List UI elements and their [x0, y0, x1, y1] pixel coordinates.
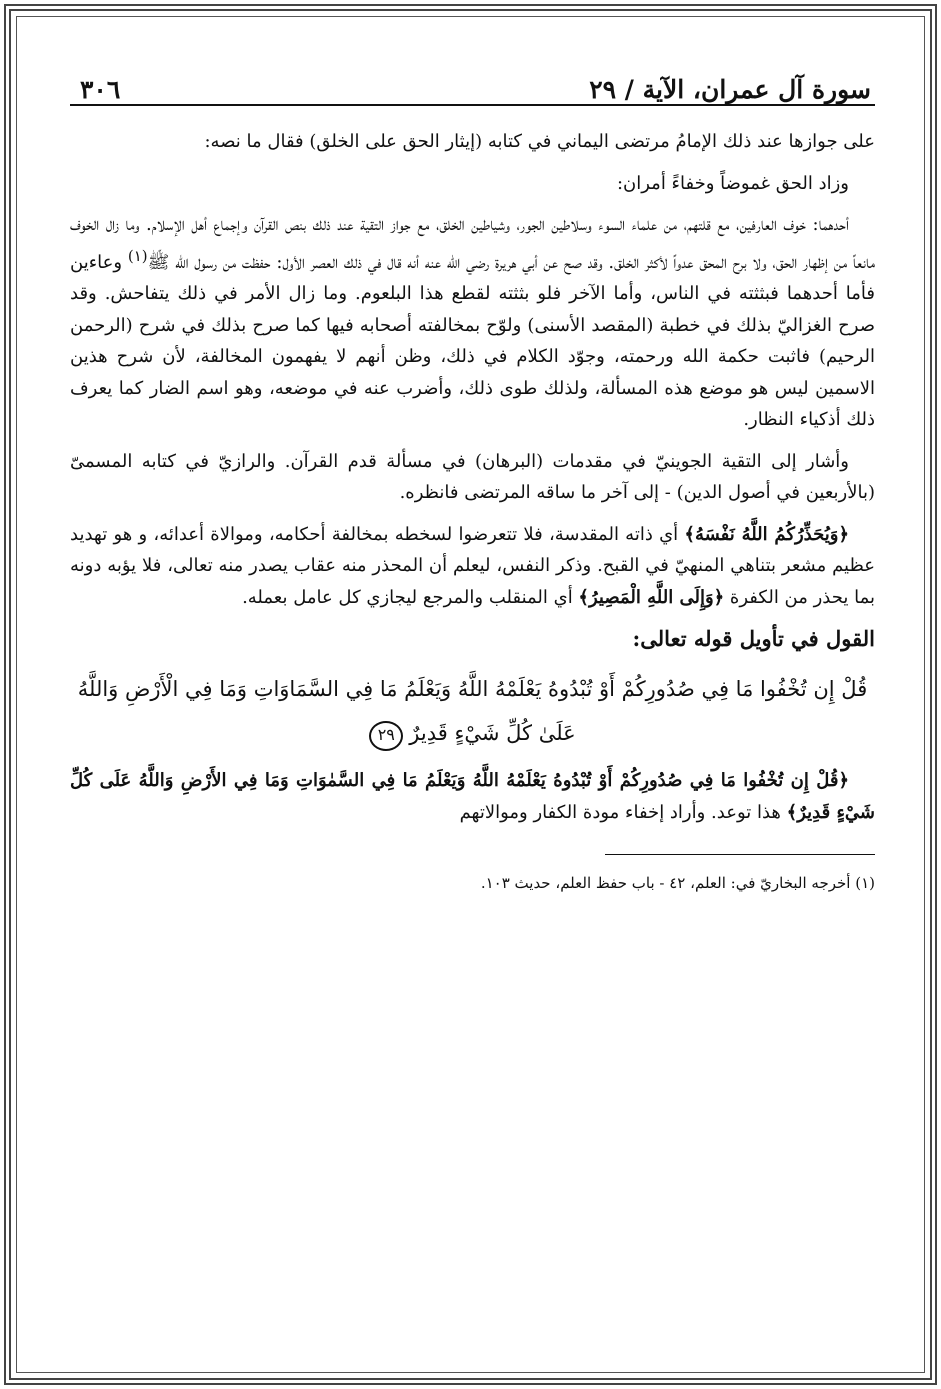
running-header [70, 60, 875, 106]
running-title: سورة آل عمران، الآية / ٢٩ [589, 75, 871, 104]
paragraph-6 [70, 765, 875, 828]
paragraph-2: وزاد الحق غموضاً وخفاءً أمران: [616, 172, 849, 194]
verse-block [70, 667, 875, 755]
main-text [70, 126, 875, 828]
section-heading: القول في تأويل قوله تعالى: [632, 626, 875, 651]
footnote-separator [605, 854, 875, 855]
verse-number-marker: ٢٩ [369, 721, 403, 751]
paragraph-1: على جوازها عند ذلك الإمامُ مرتضى اليماني في كتابه (إيثار الحق على الخلق) فقال ما نصه: [204, 131, 875, 152]
footnote-1: (١) أخرجه البخاريّ في: العلم، ٤٢ - باب حفظ العلم، حديث ١٠٣. [480, 874, 875, 892]
page-number: ٣٠٦ [80, 75, 121, 104]
paragraph-5 [70, 519, 875, 614]
paragraph-3 [70, 209, 875, 436]
paragraph-6-text: هذا توعد. وأراد إخفاء مودة الكفار وموالاتهم [459, 801, 787, 823]
paragraph-5-end: أي المنقلب والمرجع ليجازي كل عامل بعمله. [242, 586, 579, 608]
quran-quote-2: ﴿وَإِلَى اللَّهِ الْمَصِيرُ﴾ [578, 586, 725, 608]
paragraph-5-text: أي ذاته المقدسة، فلا تتعرضوا لسخطه بمخالفة أحكامه، وموالاة أعدائه، و هو تهديد عظيم مشعر بتناهي المنهيّ في القبح. وذكر النفس، ليعلم أن المحذر منه عقاب يصدر منه تعالى، فلا يؤبه دونه بما يحذر من الكفرة [70, 523, 875, 608]
book-page [70, 60, 875, 1350]
quran-quote-3: ﴿قُلْ إِن تُخْفُوا مَا فِي صُدُورِكُمْ أَوْ تُبْدُوهُ يَعْلَمْهُ اللَّهُ وَيَعْلَمُ مَا فِي السَّمٰوَاتِ وَمَا فِي الأَرْضِ وَاللَّهُ عَلَى كُلِّ شَيْءٍ قَدِيرٌ﴾ [70, 770, 875, 823]
paragraph-3-continuation: وعاءين فأما أحدهما فبثثته في الناس، وأما الآخر فلو بثثته لقطع هذا البلعوم. وما زال الأمر في ذلك يتفاحش. وقد صرح الغزاليّ بذلك في خطبة (المقصد الأسنى) ولوّح بمخالفته أصحابه فيها كما صرح بذلك في شرح (الرحمن الرحيم) فاثبت حكمة الله ورحمته، وجوّد الكلام في ذلك، وظن أنهم لا يفهمون المخالفة، لأن شرح هذين الاسمين ليس هو موضع هذه المسألة، ولذلك طوى ذلك، وأضرب عنه في موضعه، وهو اسم الضار كما يعرف ذلك أذكياء النظار. [70, 251, 875, 430]
verse-text: قُلْ إِن تُخْفُوا مَا فِي صُدُورِكُمْ أَوْ تُبْدُوهُ يَعْلَمْهُ اللَّهُ وَيَعْلَمُ مَا فِي السَّمَاوَاتِ وَمَا فِي الْأَرْضِ وَاللَّهُ عَلَىٰ كُلِّ شَيْءٍ قَدِيرٌ [77, 677, 868, 745]
paragraph-4: وأشار إلى التقية الجوينيّ في مقدمات (البرهان) في مسألة قدم القرآن. والرازيّ في كتابه المسمىّ (بالأربعين في أصول الدين) - إلى آخر ما ساقه المرتضى فانظره. [70, 450, 875, 503]
paragraph-3-text: أحدهما: خوف العارفين، مع قلتهم، من علماء السوء وسلاطين الجور، وشياطين الخلق، مع جواز التقية عند ذلك بنص القرآن وإجماع أهل الإسلام. وما زال الخوف مانعاً من إظهار الحق، ولا برح المحق عدواً لأكثر الخلق. وقد صح عن أبي هريرة رضي الله عنه أنه قال في ذلك العصر الأول: حفظت من رسول الله ﷺ [70, 214, 875, 273]
footnote-ref-1[interactable]: (١) [127, 246, 148, 265]
quran-quote: ﴿وَيُحَذِّرُكُمُ اللَّهُ نَفْسَهُ﴾ [684, 523, 849, 545]
